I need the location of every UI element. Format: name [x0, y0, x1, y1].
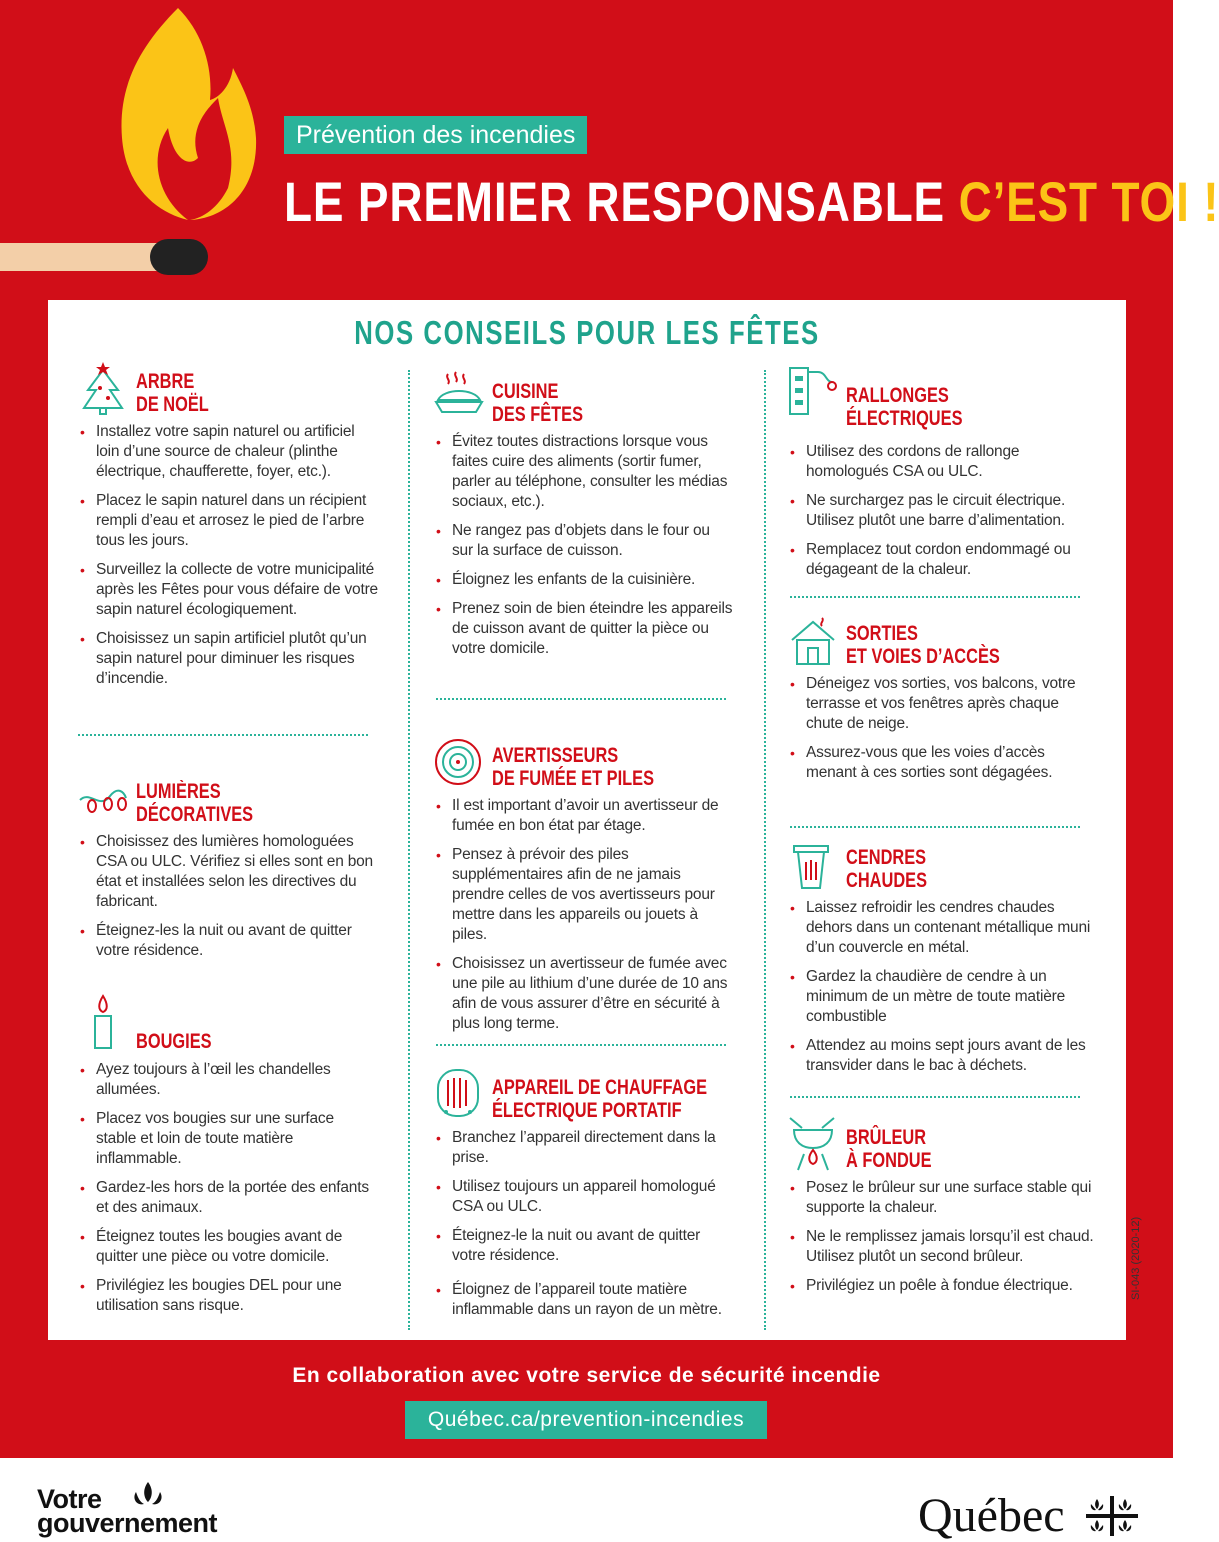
section-avertisseurs: [434, 734, 734, 1043]
section-sorties: [788, 612, 1098, 792]
section-cendres: [788, 836, 1098, 1085]
section-title: CUISINE DES FÊTES: [492, 380, 584, 426]
list-item: • Posez le brûleur sur une surface stable qui supporte la chaleur.: [788, 1178, 1098, 1218]
divider-col2-2: [436, 1044, 726, 1046]
section-title: ARBRE DE NOËL: [136, 370, 209, 416]
pie-icon: [434, 370, 484, 426]
list-item: • Attendez au moins sept jours avant de les transvider dans le bac à déchets.: [788, 1036, 1098, 1076]
list-item: • Déneigez vos sorties, vos balcons, votre terrasse et vos fenêtres après chaque chute de neige.: [788, 674, 1098, 734]
section-title: AVERTISSEURS DE FUMÉE ET PILES: [492, 744, 655, 790]
list-item: • Surveillez la collecte de votre municipalité après les Fêtes pour vous défaire de votre sapin naturel écologiquement.: [78, 560, 378, 620]
list-item: • Privilégiez les bougies DEL pour une utilisation sans risque.: [78, 1276, 378, 1316]
divider-col2-1: [436, 698, 726, 700]
list-item: • Gardez-les hors de la portée des enfants et des animaux.: [78, 1178, 378, 1218]
list-item: • Choisissez des lumières homologuées CSA ou ULC. Vérifiez si elles sont en bon état et installées selon les directives du fabricant.: [78, 832, 378, 912]
list-item: • Choisissez un sapin artificiel plutôt qu’un sapin naturel pour diminuer les risques d’incendie.: [78, 629, 378, 689]
website-link[interactable]: Québec.ca/prevention-incendies: [405, 1401, 767, 1439]
tips-list: [434, 796, 734, 1034]
gouvernement-text: gouvernement: [37, 1508, 218, 1538]
list-item: • Gardez la chaudière de cendre à un minimum de un mètre de toute matière combustible: [788, 967, 1098, 1027]
votre-text: Votre: [37, 1484, 102, 1514]
column-divider-2: [764, 370, 766, 1330]
section-chauffage: [434, 1066, 734, 1329]
space-heater-icon: [434, 1066, 484, 1122]
list-item: • Ne surchargez pas le circuit électrique. Utilisez plutôt une barre d’alimentation.: [788, 491, 1098, 531]
list-item: • Prenez soin de bien éteindre les appareils de cuisson avant de quitter la pièce ou votre domicile.: [434, 599, 734, 659]
section-title: SORTIES ET VOIES D’ACCÈS: [846, 622, 1000, 668]
divider-col3-3: [790, 1096, 1080, 1098]
tips-list: [788, 442, 1098, 580]
list-item: • Éloignez les enfants de la cuisinière.: [434, 570, 734, 590]
list-item: • Éloignez de l’appareil toute matière inflammable dans un rayon de un mètre.: [434, 1280, 734, 1320]
section-cuisine: [434, 370, 734, 668]
panel-title: NOS CONSEILS POUR LES FÊTES: [354, 314, 820, 351]
section-title: APPAREIL DE CHAUFFAGE ÉLECTRIQUE PORTATIF: [492, 1076, 708, 1122]
house-icon: [788, 612, 838, 668]
headline-main: LE PREMIER RESPONSABLE: [284, 170, 959, 233]
list-item: • Placez le sapin naturel dans un récipient rempli d’eau et arrosez le pied de l’arbre tous les jours.: [78, 491, 378, 551]
match-stick: [0, 243, 162, 271]
document-code: SI-043 (2020-12): [1130, 1216, 1142, 1300]
list-item: • Placez vos bougies sur une surface stable et loin de toute matière inflammable.: [78, 1109, 378, 1169]
fleur-de-lis-icon: [128, 1482, 168, 1512]
list-item: • Il est important d’avoir un avertisseur de fumée en bon état par étage.: [434, 796, 734, 836]
match-head: [150, 239, 208, 275]
headline-accent: C’EST TOI !: [958, 170, 1219, 233]
section-bougies: [78, 994, 378, 1325]
tips-panel: [48, 300, 1126, 1340]
list-item: • Ne le remplissez jamais lorsqu’il est chaud. Utilisez plutôt un second brûleur.: [788, 1227, 1098, 1267]
section-lumieres: [78, 770, 378, 970]
list-item: • Installez votre sapin naturel ou artificiel loin d’une source de chaleur (plinthe électrique, chaufferette, foyer, etc.).: [78, 422, 378, 482]
list-item: • Ayez toujours à l’œil les chandelles allumées.: [78, 1060, 378, 1100]
headline: [284, 170, 1219, 234]
section-title: BOUGIES: [136, 1030, 212, 1053]
section-title: CENDRES CHAUDES: [846, 846, 927, 892]
section-bruleur: [788, 1116, 1098, 1305]
section-title: LUMIÈRES DÉCORATIVES: [136, 780, 254, 826]
list-item: • Ne rangez pas d’objets dans le four ou sur la surface de cuisson.: [434, 521, 734, 561]
smoke-detector-icon: [434, 734, 484, 790]
tips-list: [434, 432, 734, 659]
divider-col3-1: [790, 596, 1080, 598]
candle-icon: [78, 994, 128, 1050]
divider-col1-1: [78, 734, 368, 736]
power-strip-icon: [788, 360, 838, 416]
list-item: • Branchez l’appareil directement dans la prise.: [434, 1128, 734, 1168]
collaboration-text: En collaboration avec votre service de sécurité incendie: [292, 1364, 881, 1387]
tips-list: [78, 832, 378, 961]
ash-bin-icon: [788, 836, 838, 892]
quebec-wordmark: Québec: [918, 1489, 1065, 1542]
list-item: • Éteignez toutes les bougies avant de quitter une pièce ou votre domicile.: [78, 1227, 378, 1267]
list-item: • Assurez-vous que les voies d’accès menant à ces sorties sont dégagées.: [788, 743, 1098, 783]
section-arbre: [78, 360, 378, 698]
tips-list: [788, 674, 1098, 783]
section-rallonges: [788, 360, 1098, 589]
list-item: • Utilisez toujours un appareil homologué CSA ou ULC.: [434, 1177, 734, 1217]
tips-list: [78, 1060, 378, 1316]
section-title: BRÛLEUR À FONDUE: [846, 1126, 932, 1172]
quebec-flag-icon: [1086, 1496, 1138, 1536]
christmas-tree-icon: [78, 360, 128, 416]
tips-list: [434, 1128, 734, 1320]
column-divider-1: [408, 370, 410, 1330]
divider-col3-2: [790, 826, 1080, 828]
kicker-label: Prévention des incendies: [284, 116, 587, 154]
string-lights-icon: [78, 770, 128, 826]
list-item: • Évitez toutes distractions lorsque vous faites cuire des aliments (sortir fumer, parler au téléphone, consulter les médias sociaux, etc.).: [434, 432, 734, 512]
tips-list: [788, 898, 1098, 1076]
list-item: • Privilégiez un poêle à fondue électrique.: [788, 1276, 1098, 1296]
section-title: RALLONGES ÉLECTRIQUES: [846, 384, 963, 430]
tips-list: [78, 422, 378, 689]
fondue-burner-icon: [788, 1116, 838, 1172]
tips-list: [788, 1178, 1098, 1296]
list-item: • Éteignez-les la nuit ou avant de quitter votre résidence.: [78, 921, 378, 961]
list-item: • Choisissez un avertisseur de fumée avec une pile au lithium d’une durée de 10 ans afin de vous assurer d’être en sécurité à plus long terme.: [434, 954, 734, 1034]
list-item: • Remplacez tout cordon endommagé ou dégageant de la chaleur.: [788, 540, 1098, 580]
list-item: • Pensez à prévoir des piles supplémentaires afin de ne jamais prendre celles de vos avertisseurs pour mettre dans les appareils ou jouets à piles.: [434, 845, 734, 945]
flame-icon: [118, 8, 258, 223]
list-item: • Laissez refroidir les cendres chaudes dehors dans un contenant métallique muni d’un couvercle en métal.: [788, 898, 1098, 958]
list-item: • Éteignez-le la nuit ou avant de quitter votre résidence.: [434, 1226, 734, 1266]
list-item: • Utilisez des cordons de rallonge homologués CSA ou ULC.: [788, 442, 1098, 482]
